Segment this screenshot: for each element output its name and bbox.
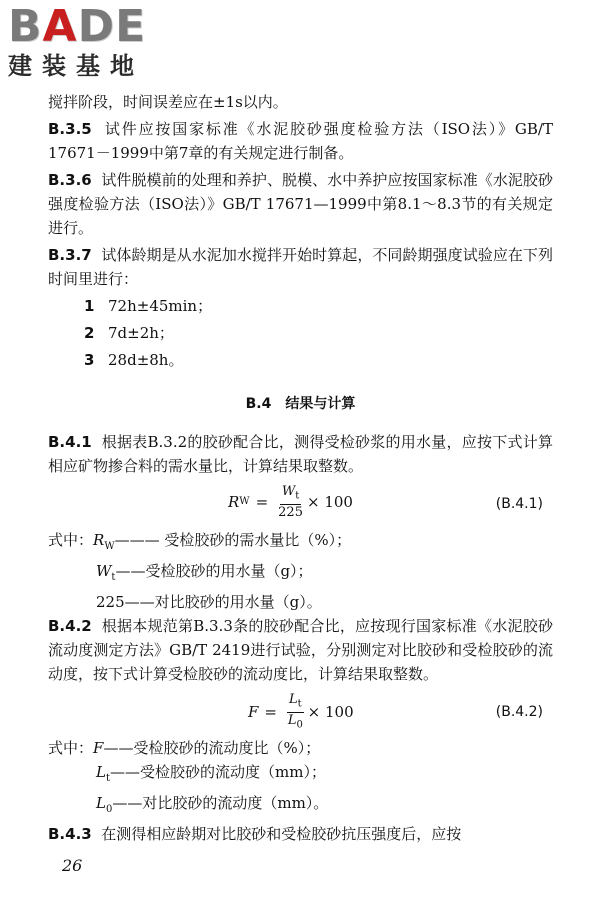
section-heading <box>48 392 553 416</box>
definition-line <box>48 559 553 590</box>
list-item <box>48 348 553 372</box>
formula-equals: = <box>255 492 269 511</box>
definition-symbol-sub: 0 <box>105 804 113 815</box>
intro-line: 搅拌阶段，时间误差应在±1s以内。 <box>48 93 288 111</box>
document-body <box>48 90 553 846</box>
page-number: 26 <box>62 856 83 875</box>
fraction-denominator-sub: 0 <box>296 719 303 731</box>
fraction-numerator: L <box>289 692 298 707</box>
clause-b42 <box>48 614 553 686</box>
clause-b43 <box>48 822 553 846</box>
formula-equals: = <box>264 703 277 722</box>
formula-fraction <box>278 484 303 520</box>
logo-subtitle: 建装基地 <box>8 52 144 80</box>
clause-number: B.3.5 <box>48 120 92 138</box>
definition-text: ——受检胶砂的流动度（mm）； <box>110 763 326 781</box>
fraction-denominator: L <box>287 712 297 728</box>
formula-b41 <box>48 482 553 522</box>
formula-b42 <box>48 690 553 730</box>
definition-symbol-sub: t <box>111 572 116 583</box>
definition-text: ——受检胶砂的用水量（g）； <box>115 562 313 580</box>
definition-prefix: 式中： <box>48 739 94 757</box>
list-text: 28d±8h。 <box>108 351 184 369</box>
definition-symbol: F <box>93 739 104 757</box>
clause-text: 在测得相应龄期对比胶砂和受检胶砂抗压强度后，应按 <box>101 825 462 843</box>
list-text: 7d±2h； <box>108 324 174 342</box>
equation-number: (B.4.2) <box>495 704 543 720</box>
clause-number: B.4.3 <box>48 825 92 843</box>
list-number: 3 <box>84 351 95 369</box>
section-title: 结果与计算 <box>285 396 356 412</box>
formula-lhs: R <box>228 492 240 511</box>
clause-text: 根据表B.3.2的胶砂配合比，测得受检砂浆的用水量，应按下式计算相应矿物掺合料的需水量比，计算结果取整数。 <box>48 433 553 475</box>
formula-multiplier: × 100 <box>307 703 354 722</box>
clause-text: 试体龄期是从水泥加水搅拌开始时算起，不同龄期强度试验应在下列时间里进行： <box>48 246 553 288</box>
definition-line <box>48 528 553 559</box>
list-number: 1 <box>84 297 95 315</box>
definition-text: ——对比胶砂的流动度（mm）。 <box>112 794 329 812</box>
list-number: 2 <box>84 324 95 342</box>
clause-b36 <box>48 168 553 240</box>
fraction-numerator-sub: t <box>295 490 300 502</box>
logo <box>8 1 178 88</box>
definition-line: 225——对比胶砂的用水量（g）。 <box>96 593 322 611</box>
definition-line <box>48 736 553 760</box>
definition-symbol: W <box>96 562 112 580</box>
formula-fraction <box>287 692 304 732</box>
clause-b37 <box>48 243 553 291</box>
formula-lhs: F <box>248 703 259 722</box>
fraction-numerator: W <box>281 484 296 499</box>
definition-symbol-sub: t <box>105 773 110 784</box>
clause-b35 <box>48 117 553 165</box>
definition-symbol: R <box>93 531 105 549</box>
clause-number: B.3.6 <box>48 171 92 189</box>
definition-symbol: L <box>96 794 106 812</box>
definition-symbol: L <box>96 763 106 781</box>
clause-number: B.4.1 <box>48 433 92 451</box>
equation-number: (B.4.1) <box>495 496 543 512</box>
clause-number: B.3.7 <box>48 246 92 264</box>
definition-symbol-sub: W <box>104 541 115 552</box>
list-item <box>48 321 553 345</box>
clause-number: B.4.2 <box>48 617 92 635</box>
clause-b41 <box>48 430 553 478</box>
definition-text: ——受检胶砂的流动度比（%）； <box>103 739 321 757</box>
definition-line <box>48 791 553 822</box>
list-item <box>48 294 553 318</box>
clause-text: 试件脱模前的处理和养护、脱模、水中养护应按国家标准《水泥胶砂强度检验方法（ISO法）》GB/T 17671—1999中第8.1～8.3节的有关规定进行。 <box>48 171 553 237</box>
list-text: 72h±45min； <box>108 297 213 315</box>
definition-text: ——— 受检胶砂的需水量比（%）； <box>114 531 352 549</box>
logo-wordmark: BADE <box>8 1 147 52</box>
fraction-denominator: 225 <box>278 504 303 520</box>
section-number: B.4 <box>245 396 272 412</box>
clause-text: 试件应按国家标准《水泥胶砂强度检验方法（ISO法）》GB/T 17671－1999中第7章的有关规定进行制备。 <box>48 120 553 162</box>
clause-text: 根据本规范第B.3.3条的胶砂配合比，应按现行国家标准《水泥胶砂流动度测定方法》GB/T 2419进行试验，分别测定对比胶砂和受检胶砂的流动度，按下式计算受检胶砂的流动度比，计算结果取整数。 <box>48 617 553 683</box>
formula-lhs-sub: W <box>239 495 250 507</box>
fraction-numerator-sub: t <box>297 698 302 710</box>
formula-multiplier: × 100 <box>306 492 353 511</box>
definition-prefix: 式中： <box>48 531 94 549</box>
definition-line <box>48 760 553 791</box>
